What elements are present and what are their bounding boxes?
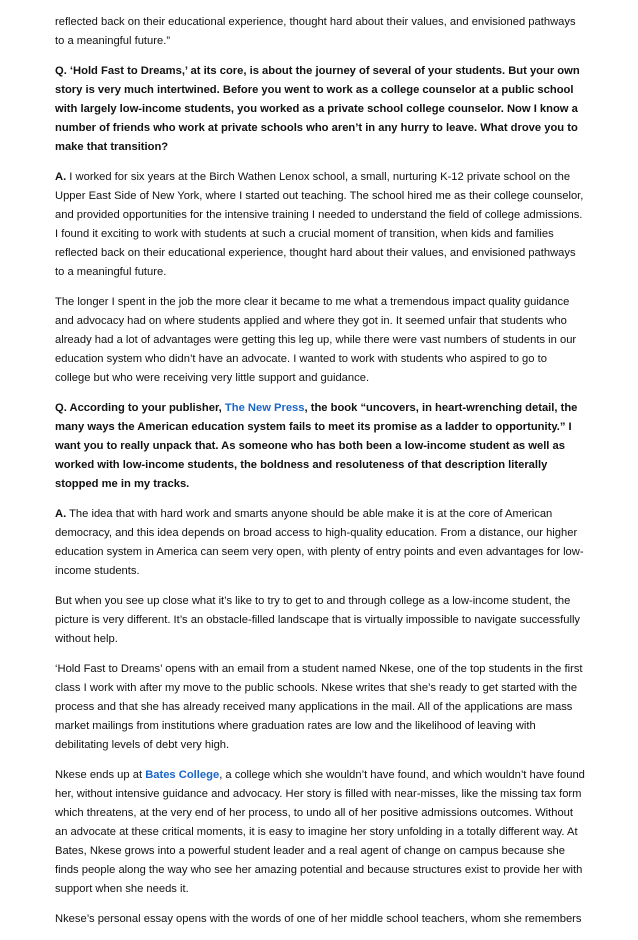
answer-text: The idea that with hard work and smarts anyone should be able make it is at the core of American democracy, and this idea depends on broad access to high-quality education. From a distance, our higher education system in America can seem very open, with plenty of entry points and even advantages for low-income students. bbox=[55, 508, 584, 577]
paragraph-continued-quote: reflected back on their educational experience, thought hard about their values, and envisioned pathways to a meaningful future.” bbox=[55, 16, 576, 47]
publisher-link[interactable]: The New Press bbox=[224, 402, 305, 414]
answer-birch-wathen bbox=[55, 168, 585, 282]
question-transition: Q. ‘Hold Fast to Dreams,’ at its core, is about the journey of several of your students. But your own story is very much intertwined. Before you went to work as a college counselor at a public school with largely low-income students, you worked as a private school college counselor. Now I know a number of friends who work at private schools who aren’t in any hurry to leave. What drove you to make that transition? bbox=[55, 65, 580, 153]
answer-american-democracy bbox=[55, 505, 585, 581]
answer-label: A. bbox=[55, 508, 67, 520]
paragraph-guidance-impact: The longer I spent in the job the more clear it became to me what a tremendous impact quality guidance and advocacy had on where students applied and where they got in. It seemed unfair that students who already had a lot of advantages were getting this leg up, while there were vast numbers of students in our education system who didn’t have an advocate. I wanted to work with students who aspired to go to college but who were receiving very little support and guidance. bbox=[55, 296, 577, 384]
paragraph-text-start: Nkese ends up at bbox=[55, 769, 146, 781]
paragraph-nkese-email: ‘Hold Fast to Dreams’ opens with an email from a student named Nkese, one of the top students in the first class I work with after my move to the public schools. Nkese writes that she’s ready to get started with the process and that she has already received many applications in the mail. All of the applications are mass market mailings from institutions where graduation rates are low and the likelihood of leaving with debilitating levels of debt very high. bbox=[55, 663, 583, 751]
paragraph-text-end: , a college which she wouldn’t have found, and which wouldn’t have found her, without intensive guidance and advocacy. Her story is filled with near-misses, like the missing tax form which threatens, at the very end of her process, to undo all of her positive admissions outcomes. Without an advocate at these critical moments, it is easy to imagine her story unfolding in a totally different way. At Bates, Nkese grows into a powerful student leader and a real agent of change on campus because she finds people along the way who see her amazing potential and because structures exist to provide her with support when she needs it. bbox=[55, 769, 585, 895]
question-text-start: Q. According to your publisher, bbox=[55, 402, 225, 414]
paragraph-personal-essay: Nkese’s personal essay opens with the words of one of her middle school teachers, whom she remembers bbox=[55, 913, 582, 925]
article-body bbox=[55, 13, 585, 940]
paragraph-nkese-bates bbox=[55, 766, 585, 899]
question-text-end: , the book “uncovers, in heart-wrenching detail, the many ways the American education system fails to meet its promise as a ladder to opportunity.” I want you to really unpack that. As someone who has both been a low-income student as well as worked with low-income students, the boldness and resoluteness of that description literally stopped me in my tracks. bbox=[55, 402, 578, 490]
answer-text: I worked for six years at the Birch Wathen Lenox school, a small, nurturing K-12 private school on the Upper East Side of New York, where I started out teaching. The school hired me as their college counselor, and provided opportunities for the intensive training I needed to understand the field of college admissions. I found it exciting to work with students at such a crucial moment of transition, when kids and families reflected back on their educational experience, thought hard about their values, and envisioned pathways to a meaningful future. bbox=[55, 171, 584, 278]
paragraph-obstacle-landscape: But when you see up close what it’s like to try to get to and through college as a low-income student, the picture is very different. It’s an obstacle-filled landscape that is virtually impossible to navigate successfully without help. bbox=[55, 595, 581, 645]
question-publisher bbox=[55, 399, 585, 494]
bates-college-link[interactable]: Bates College bbox=[145, 769, 220, 781]
answer-label: A. bbox=[55, 171, 67, 183]
